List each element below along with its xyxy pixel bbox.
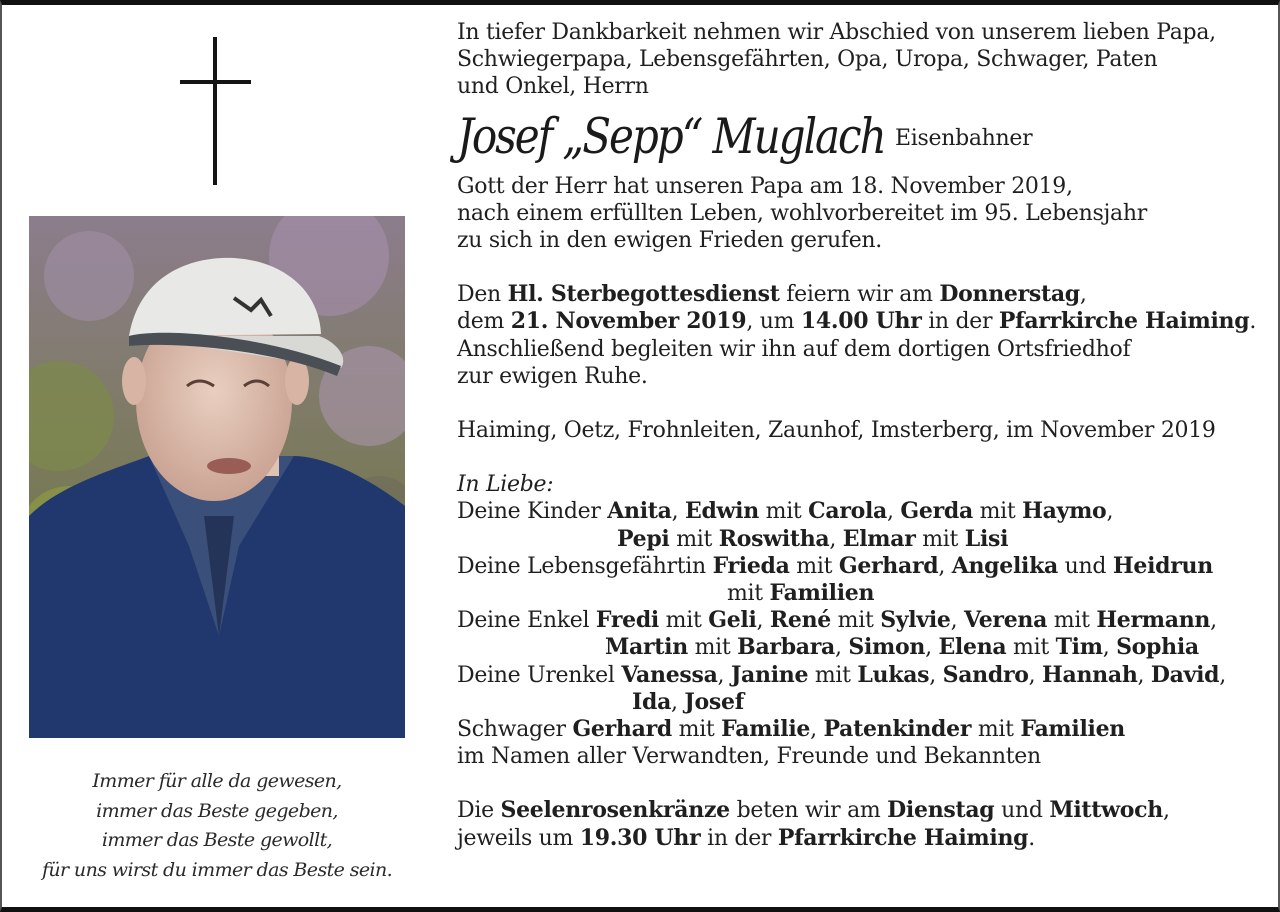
mourners-children-cont: Pepi mit Roswitha, Elmar mit Lisi	[617, 525, 1009, 552]
intro-line: und Onkel, Herrn	[457, 74, 649, 100]
obituary-text	[457, 19, 1272, 852]
intro-line: Schwiegerpapa, Lebensgefährten, Opa, Uropa, Schwager, Paten	[457, 47, 1158, 73]
cross-icon-bar	[180, 80, 251, 84]
mourners-partner: Deine Lebensgefährtin Frieda mit Gerhard, Angelika und Heidrun	[457, 552, 1213, 579]
deceased-name: Josef „Sepp“ Muglach	[457, 107, 885, 165]
funeral-line: Anschließend begleiten wir ihn auf dem dortigen Ortsfriedhof	[457, 336, 1131, 362]
motto-line: immer das Beste gewollt,	[101, 829, 333, 851]
mourners-heading: In Liebe:	[457, 472, 554, 498]
occupation: Eisenbahner	[895, 125, 1033, 151]
cross-icon	[213, 37, 217, 185]
funeral-line: zur ewigen Ruhe.	[457, 363, 648, 389]
funeral-line: dem 21. November 2019, um 14.00 Uhr in der Pfarrkirche Haiming.	[457, 308, 1257, 335]
mourners-closing: im Namen aller Verwandten, Freunde und Bekannten	[457, 744, 1041, 770]
mourners-great-grandchildren: Deine Urenkel Vanessa, Janine mit Lukas, Sandro, Hannah, David,	[457, 661, 1226, 688]
rosary-line: Die Seelenrosenkränze beten wir am Dienstag und Mittwoch,	[457, 797, 1170, 824]
name-row	[457, 107, 1272, 173]
motto-line: Immer für alle da gewesen,	[92, 770, 342, 792]
mourners-grandchildren: Deine Enkel Fredi mit Geli, René mit Sylvie, Verena mit Hermann,	[457, 607, 1217, 634]
mourners-children: Deine Kinder Anita, Edwin mit Carola, Gerda mit Haymo,	[457, 498, 1114, 525]
mourners-grandchildren-cont: Martin mit Barbara, Simon, Elena mit Tim, Sophia	[605, 634, 1199, 661]
notice-line: Gott der Herr hat unseren Papa am 18. November 2019,	[457, 173, 1073, 199]
notice-line: zu sich in den ewigen Frieden gerufen.	[457, 228, 882, 254]
mourners-partner-cont: mit Familien	[727, 580, 875, 607]
mourners-great-grandchildren-cont: Ida, Josef	[632, 688, 744, 715]
motto-line: immer das Beste gegeben,	[96, 799, 338, 822]
funeral-line: Den Hl. Sterbegottesdienst feiern wir am Donnerstag,	[457, 281, 1087, 308]
intro-line: In tiefer Dankbarkeit nehmen wir Abschied von unserem lieben Papa,	[457, 20, 1216, 45]
rosary-line: jeweils um 19.30 Uhr in der Pfarrkirche Haiming.	[457, 824, 1035, 851]
motto-line: für uns wirst du immer das Beste sein.	[41, 858, 393, 881]
notice-line: nach einem erfüllten Leben, wohlvorbereitet im 95. Lebensjahr	[457, 200, 1147, 226]
mourners-in-laws: Schwager Gerhard mit Familie, Patenkinder mit Familien	[457, 716, 1125, 743]
memorial-motto	[29, 767, 405, 885]
places-date: Haiming, Oetz, Frohnleiten, Zaunhof, Imsterberg, im November 2019	[457, 418, 1216, 444]
portrait-photo	[29, 216, 405, 738]
